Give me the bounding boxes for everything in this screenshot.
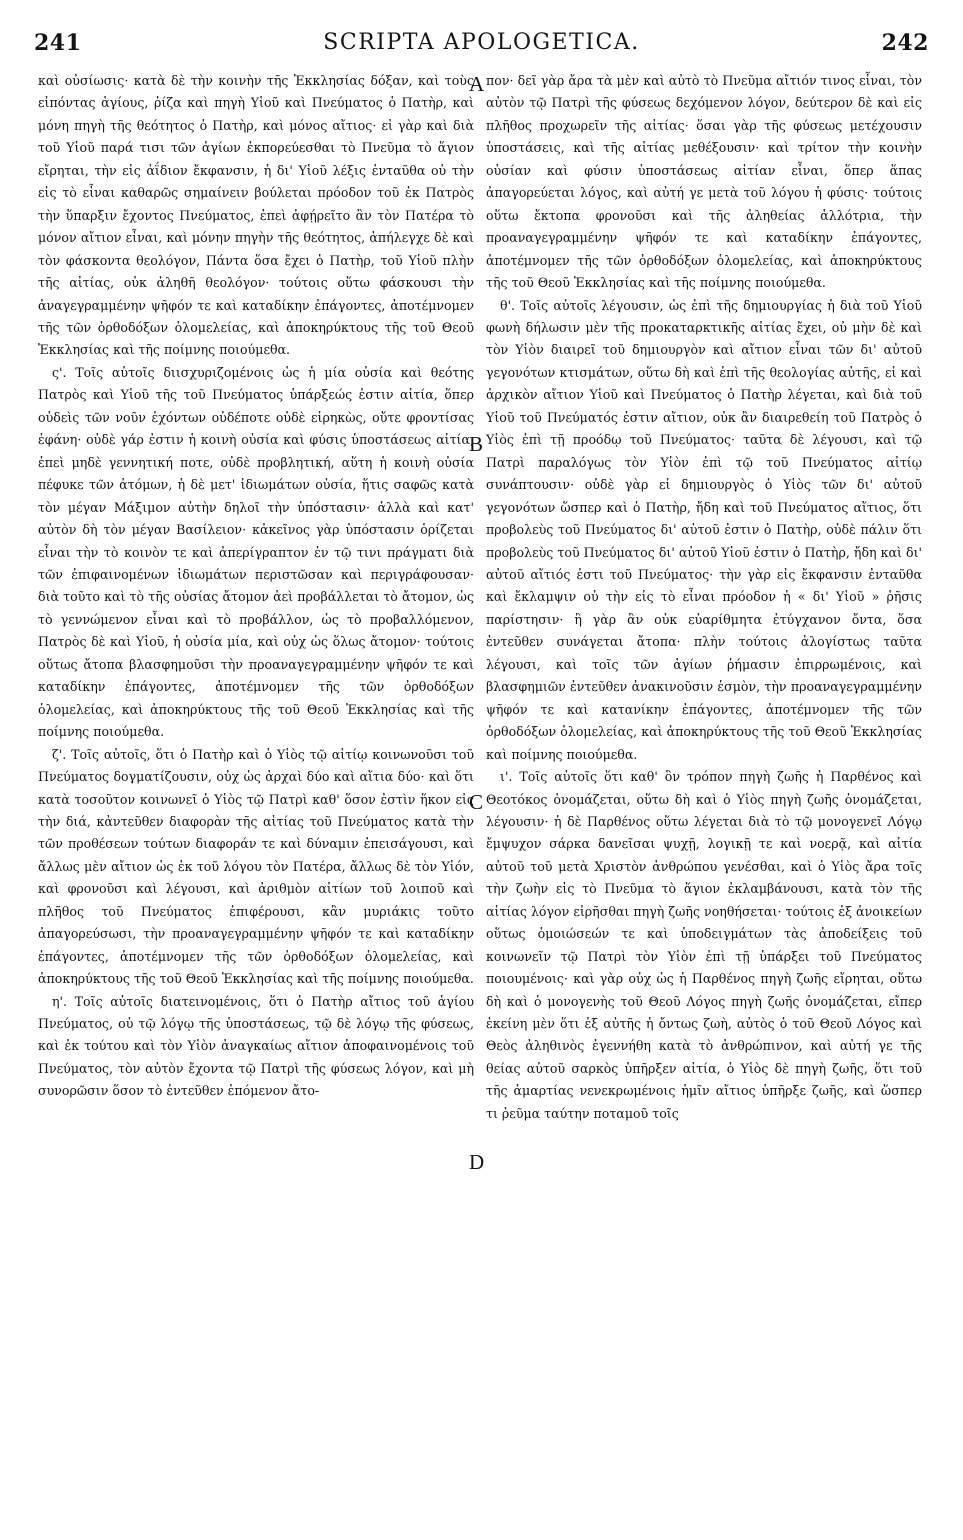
left-paragraph: ς'. Τοῖς αὐτοῖς διισχυριζομένοις ὡς ἡ μία οὐσία καὶ θεότης Πατρὸς καὶ Υἱοῦ τῆς τοῦ Πνεύματος ὑπάρξεώς ἐστιν αἰτία, ὅπερ οὐδεὶς τῶν νοῦν ἐχόντων οὐδέποτε οὐδὲ εἰρηκὼς, οὔτε φροντίσας ἐφάνη· οὐδὲ γάρ ἐστιν ἡ κοινὴ οὐσία καὶ φύσις ὑποστάσεως αἰτία, ἐπεὶ μηδὲ γεννητική ποτε, οὐδὲ προβλητική, αὕτη ἡ κοινὴ οὐσία πέφυκε τῶν ἀτόμων, ἡ δὲ μετ' ἰδιωμάτων οὐσία, ἥτις σαφῶς κατὰ τὸν μέγαν Μάξιμον αὐτὴν δηλοῖ τὴν ὑπόστασιν· ἀλλὰ καὶ κατ' αὐτὸν δὴ τὸν μέγαν Βασίλειον· κἀκεῖνος γὰρ ὑπόστασιν ὁρίζεται εἶναι τὴν τὸ κοινὸν τε καὶ ἀπερίγραπτον ἐν τῷ τινι πράγματι διὰ τῶν ἐπιφαινομένων ἰδιωμάτων περιστῶσαν καὶ περιγράφουσαν· διὰ τοῦτο καὶ τὸ τῆς οὐσίας ἄτομον ἀεὶ προβάλλεται τὸ ἄτομον, ὡς τὸ γεννώμενον εἶναι καὶ τὸ προβάλλον, ὡς τὸ προβαλλόμενον, Πατρὸς δὲ καὶ Υἱοῦ, ἡ οὐσία μία, καὶ οὐχ ὡς ὅλως ἄτομον· τούτοις οὕτως ἄτοπα βλασφημοῦσι τὴν προαναγεγραμμένην ψῆφόν τε καὶ καταδίκην ἐπάγοντες, ἀποτέμνομεν τῆς τῶν ὀρθοδόξων ὁλομελείας, καὶ ἀποκηρύκτους τῆς τοῦ Θεοῦ Ἐκκλησίας καὶ τῆς ποίμνης ποιούμεθα. — [38, 364, 474, 740]
right-column — [486, 70, 922, 1125]
margin-marker-d: D — [469, 1150, 485, 1174]
right-paragraph: ι'. Τοῖς αὐτοῖς ὅτι καθ' ὃν τρόπον πηγὴ ζωῆς ἡ Παρθένος καὶ Θεοτόκος ὀνομάζεται, οὕτω δὴ καὶ ὁ Υἱὸς πηγὴ ζωῆς ὀνομάζεται, λέγουσιν· ἡ δὲ Παρθένος οὕτω λέγεται διὰ τὸ τῷ μονογενεῖ Λόγῳ ἔμψυχον σάρκα δανεῖσαι ψυχῇ, λογικῇ τε καὶ νοερᾷ, καὶ αἰτία αὐτοῦ τοῦ μετὰ Χριστὸν ἀνθρώπου γενέσθαι, καὶ ὁ Υἱὸς ἄρα τοῖς τὴν ζωὴν εἰς τὸ Πνεῦμα τὸ ἅγιον ἐκλαμβάνουσι, κατὰ τὸν τῆς αἰτίας λόγον εἰρῆσθαι πηγὴ ζωῆς νοηθήσεται· τούτοις ἐξ ἀνοικείων οὕτως ὁμοιώσεών τε καὶ ὑποδειγμάτων τὰς ἀποδείξεις τοῦ κοινωνεῖν τῷ Πατρὶ τὸν Υἱὸν ἐπὶ τῇ ὑπάρξει τοῦ Πνεύματος ποιουμένοις· καὶ γὰρ οὐχ ὡς ἡ Παρθένος πηγὴ ζωῆς εἴρηται, οὕτω δὴ καὶ ὁ μονογενὴς τοῦ Θεοῦ Λόγος πηγὴ ζωῆς ὀνομάζεται, εἴπερ ἐκείνη μὲν ὅτι ἐξ αὐτῆς ἡ ὄντως ζωὴ, αὐτὸς ὁ τοῦ Θεοῦ Λόγος καὶ Θεὸς ἀληθινὸς ἐγεννήθη κατὰ τὸ ἀνθρώπινον, καὶ αὐτή γε τῆς θείας αὐτοῦ σαρκὸς ὑπῆρξεν αἰτία, ὁ Υἱὸς δὲ πηγὴ ζωῆς, ὅτι τοῦ τῆς ἁμαρτίας νενεκρωμένοις ἡμῖν αἴτιος ὑπῆρξε ζωῆς, καὶ ὥσπερ τι ῥεῦμα ταύτην ποταμοῦ τοῖς — [486, 769, 922, 1121]
margin-marker-b: B — [469, 432, 484, 456]
left-paragraph: ζ'. Τοῖς αὐτοῖς, ὅτι ὁ Πατὴρ καὶ ὁ Υἱὸς τῷ αἰτίῳ κοινωνοῦσι τοῦ Πνεύματος δογματίζουσιν, οὐχ ὡς ἀρχαὶ δύο καὶ αἴτια δύο· καὶ ὅτι κατὰ τοσοῦτον κοινωνεῖ ὁ Υἱὸς τῷ Πατρὶ καθ' ὅσον ἐστὶν ἥκον εἰς τὴν διά, κἀντεῦθεν διαφορὰν τῆς αἰτίας τοῦ Πνεύματος κατὰ τὴν τῶν προθέσεων τούτων διαφοράν τε καὶ δύναμιν ἐπεισάγουσι, καὶ ἄλλως μὲν αἴτιον ὡς ἐκ τοῦ λόγου τὸν Πατέρα, ἄλλως δὲ τὸν Υἱόν, καὶ φρονοῦσι καὶ λέγουσι, καὶ ἀριθμὸν αἰτίων τοῦ λοιποῦ καὶ πλῆθος τοῦ Πνεύματος ἐπιφέρουσι, κἂν μυριάκις τοῦτο ἀπαγορεύσωσι, τὴν προαναγεγραμμένην ψῆφόν τε καὶ καταδίκην ἐπάγοντες, ἀποτέμνομεν τῆς τῶν ὀρθοδόξων ὁλομελείας, καὶ ἀποκηρύκτους τῆς τοῦ Θεοῦ Ἐκκλησίας καὶ τῆς ποίμνης ποιούμεθα. — [38, 746, 474, 987]
right-paragraph: πον· δεῖ γὰρ ἄρα τὰ μὲν καὶ αὐτὸ τὸ Πνεῦμα αἴτιόν τινος εἶναι, τὸν αὐτὸν τῷ Πατρὶ τῆς φύσεως δεχόμενον λόγον, δεύτερον δὲ καὶ εἰς πλῆθος προχωρεῖν τῆς αἰτίας· ὅσαι γὰρ τῆς φύσεως μετέχουσιν ὑποστάσεις, καὶ τῆς αἰτίας μεθέξουσιν· καὶ τρίτον τὴν κοινὴν οὐσίαν καὶ φύσιν ὑποστάσεως αἰτίαν εἶναι, ὅπερ ἅπας ἀπαγορεύεται λόγος, καὶ αὐτή γε μετὰ τοῦ λόγου ἡ φύσις· τούτοις οὕτω ἔκτοπα φρονοῦσι καὶ τῆς ἀληθείας ἀλλότρια, τὴν προαναγεγραμμένην ψῆφόν τε καὶ καταδίκην ἐπάγοντες, ἀποτέμνομεν τῆς τῶν ὀρθοδόξων ὁλομελείας, καὶ ἀποκηρύκτους τῆς τοῦ Θεοῦ Ἐκκλησίας καὶ τῆς ποίμνης ποιούμεθα. — [486, 73, 922, 291]
running-head-title: SCRIPTA APOLOGETICA. — [323, 30, 640, 55]
left-column — [38, 70, 474, 1103]
margin-marker-a: A — [469, 72, 485, 96]
right-paragraph: θ'. Τοῖς αὐτοῖς λέγουσιν, ὡς ἐπὶ τῆς δημιουργίας ἡ διὰ τοῦ Υἱοῦ φωνὴ δήλωσιν μὲν τῆς προκαταρκτικῆς αἰτίας ἔχει, οὐ μὴν δὲ καὶ τὸν Υἱὸν διαιρεῖ τοῦ δημιουργὸν καὶ αἴτιον εἶναι τῶν δι' αὐτοῦ γεγονότων κτισμάτων, οὕτω δὴ καὶ ἐπὶ τῆς θεολογίας αὐτῆς, εἰ καὶ ἀρχικὸν αἴτιον Υἱοῦ καὶ Πνεύματος ὁ Πατὴρ λέγεται, καὶ διὰ τοῦ Υἱοῦ τοῦ Πνεύματός ἐστιν αἴτιον, οὐκ ἂν διαιρεθείη τοῦ Πατρὸς ὁ Υἱὸς ἐπὶ τῇ προόδῳ τοῦ Πνεύματος· ταῦτα δὲ λέγουσι, καὶ τῷ Πατρὶ παραλόγως τὸν Υἱὸν ἐπὶ τῷ τοῦ Πνεύματος αἰτίῳ συνάπτουσιν· οὐδὲ γὰρ εἰ δημιουργὸς ὁ Υἱὸς τῶν δι' αὐτοῦ γεγονότων ὥσπερ καὶ ὁ Πατὴρ, ἤδη καὶ τοῦ Πνεύματος αἴτιος, ὅτι προβολεὺς τοῦ Πνεύματος δι' αὐτοῦ ἐστιν ὁ Πατὴρ, οὐδὲ πάλιν ὅτι προβολεὺς τοῦ Πνεύματος δι' αὐτοῦ Υἱοῦ ἐστιν ὁ Πατὴρ, ἤδη καὶ δι' αὐτοῦ αἴτιός ἐστι τοῦ Πνεύματος· τὴν γὰρ εἰς ἔκφανσιν ἐνταῦθα καὶ ἔκλαμψιν οὐ τὴν εἰς τὸ εἶναι πρόοδον ἡ « δι' Υἱοῦ » ῥῆσις παρίστησιν· ἢ γὰρ ἂν οὐκ εὐαρίθμητα ἐτύγχανον ὄντα, ὅσα ἐντεῦθεν συνάγεται ἄτοπα· πλὴν τούτοις ἀλογίστως ταῦτα λέγουσι, καὶ τοῖς τῶν ἁγίων ῥήμασιν ἐπιρρωμένοις, καὶ βλασφημιῶν ἐντεῦθεν ἀνακινοῦσιν ἑσμὸν, τὴν προαναγεγραμμένην ψῆφόν τε καὶ κατανίκην ἐπάγοντες, ἀποτέμνομεν τῆς τῶν ὀρθοδόξων ὁλομελείας, καὶ ἀποκηρύκτους τῆς τοῦ Θεοῦ Ἐκκλησίας καὶ ποίμνης ποιούμεθα. — [486, 297, 922, 762]
right-page-number: 242 — [881, 30, 929, 56]
left-page-number: 241 — [34, 30, 82, 56]
left-paragraph: καὶ οὐσίωσις· κατὰ δὲ τὴν κοινὴν τῆς Ἐκκλησίας δόξαν, καὶ τοὺς εἰπόντας ἁγίους, ῥίζα καὶ πηγὴ Υἱοῦ καὶ Πνεύματος ὁ Πατὴρ, καὶ μόνη πηγὴ τῆς θεότητος ὁ Πατὴρ, καὶ μόνος αἴτιος· εἰ γὰρ καὶ διὰ τοῦ Υἱοῦ παρά τισι τῶν ἁγίων ἐκπορεύεσθαι τὸ Πνεῦμα τὸ ἅγιον εἴρηται, τὴν εἰς ἀΐδιον ἔκφανσιν, ἡ δι' Υἱοῦ λέξις ἐνταῦθα οὐ τὴν εἰς τὸ εἶναι καθαρῶς σημαίνειν βούλεται πρόοδον τοῦ ἐκ Πατρὸς τὴν ὕπαρξιν ἔχοντος Πνεύματος, ἐπεὶ ἀφῄρεῖτο ἂν τὸν Πατέρα τὸ μόνον αἴτιον εἶναι, καὶ μόνην πηγὴν τῆς θεότητος, ἀπήλεγχε δὲ καὶ τὸν φάσκοντα θεολόγον, Πάντα ὅσα ἔχει ὁ Πατὴρ, τοῦ Υἱοῦ πλὴν τῆς αἰτίας, οὐκ ἀληθῆ θεολόγον· τούτοις οὕτω φάσκουσι τὴν ἀναγεγραμμένην ψῆφόν τε καὶ καταδίκην ἐπάγοντες, ἀποτέμνομεν τῆς τῶν ὀρθοδόξων ὁλομελείας, καὶ ἀποκηρύκτους τῆς τοῦ Θεοῦ Ἐκκλησίας καὶ τῆς ποίμνης ποιούμεθα. — [38, 73, 474, 358]
left-paragraph: η'. Τοῖς αὐτοῖς διατεινομένοις, ὅτι ὁ Πατὴρ αἴτιος τοῦ ἁγίου Πνεύματος, οὐ τῷ λόγῳ τῆς ὑποστάσεως, τῷ δὲ λόγῳ τῆς φύσεως, καὶ ἐκ τούτου καὶ τὸν Υἱὸν ἀναγκαίως αἴτιον ἀποφαινομένοις τοῦ Πνεύματος, τὸν αὐτὸν ἔχοντα τῷ Πατρὶ τῆς φύσεως λόγον, καὶ μὴ συνορῶσιν ὅσον τὸ ἐντεῦθεν ἑπόμενον ἄτο- — [38, 993, 474, 1099]
running-header — [34, 30, 929, 62]
margin-marker-c: C — [469, 790, 484, 814]
